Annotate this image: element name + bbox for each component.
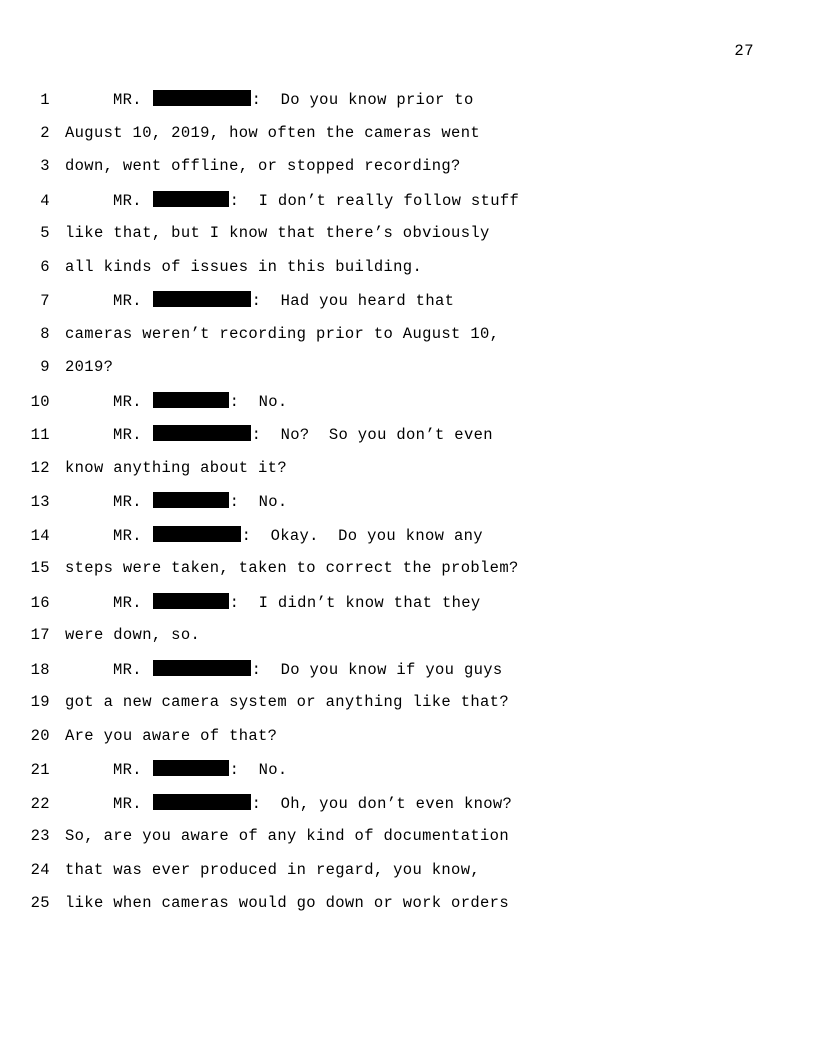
line-text <box>65 626 200 644</box>
text-run: : Okay. Do you know any <box>241 526 483 545</box>
line-text <box>65 727 277 745</box>
transcript-line <box>0 358 816 392</box>
text-run: that was ever produced in regard, you know, <box>65 860 481 879</box>
line-text <box>65 526 483 545</box>
redaction-bar <box>153 291 251 307</box>
redaction-bar <box>153 660 251 676</box>
line-text <box>65 459 287 477</box>
transcript-line <box>0 425 816 459</box>
text-run: MR. <box>113 593 152 612</box>
line-text <box>65 894 509 912</box>
text-run: MR. <box>113 526 152 545</box>
text-run: steps were taken, taken to correct the problem? <box>65 559 519 577</box>
text-run: MR. <box>113 794 152 813</box>
line-number: 12 <box>30 458 50 477</box>
line-number: 7 <box>40 292 50 310</box>
line-text <box>65 760 288 779</box>
line-text <box>65 693 509 711</box>
line-text <box>65 124 480 142</box>
transcript-line <box>0 727 816 761</box>
transcript-line <box>0 894 816 928</box>
transcript-line <box>0 559 816 593</box>
line-text <box>65 291 454 310</box>
line-number: 17 <box>30 626 50 644</box>
transcript-line <box>0 191 816 225</box>
text-run: down, went offline, or stopped recording? <box>65 157 461 175</box>
transcript-line <box>0 593 816 627</box>
transcript-line <box>0 124 816 158</box>
transcript-line <box>0 157 816 191</box>
line-text <box>65 191 519 210</box>
text-run: : No. <box>229 493 288 511</box>
text-run: like when cameras would go down or work orders <box>65 894 509 912</box>
line-number: 6 <box>40 257 50 276</box>
line-text <box>65 593 481 612</box>
line-text <box>65 861 480 879</box>
line-text <box>65 358 113 376</box>
text-run: : Oh, you don’t even know? <box>251 794 513 813</box>
transcript-line <box>0 258 816 292</box>
text-run: got a new camera system or anything like that? <box>65 693 509 711</box>
text-run: like that, but I know that there’s obviously <box>65 224 490 242</box>
line-number: 5 <box>40 224 50 242</box>
transcript-line <box>0 291 816 325</box>
line-text <box>65 392 288 411</box>
transcript-line <box>0 827 816 861</box>
transcript-line <box>0 693 816 727</box>
line-number: 13 <box>30 493 50 511</box>
line-number: 10 <box>30 392 50 411</box>
line-number: 15 <box>30 559 50 577</box>
text-run: 2019? <box>65 358 114 376</box>
line-number: 2 <box>40 123 50 142</box>
text-run: : No. <box>229 392 288 411</box>
line-number: 8 <box>40 324 50 343</box>
line-text <box>65 559 519 577</box>
redaction-bar <box>153 593 229 609</box>
line-number: 19 <box>30 693 50 711</box>
text-run: : No? So you don’t even <box>251 426 493 444</box>
page-number: 27 <box>734 42 754 60</box>
line-text <box>65 325 499 343</box>
line-text <box>65 660 503 679</box>
text-run: MR. <box>113 426 152 444</box>
redaction-bar <box>153 760 229 776</box>
text-run: : Do you know if you guys <box>251 660 503 679</box>
text-run: were down, so. <box>65 626 201 644</box>
text-run: : Had you heard that <box>251 292 455 310</box>
text-run: Are you aware of that? <box>65 726 278 745</box>
line-number: 4 <box>40 191 50 210</box>
line-number: 14 <box>30 526 50 545</box>
line-number: 1 <box>40 91 50 109</box>
line-number: 25 <box>30 894 50 912</box>
text-run: August 10, 2019, how often the cameras went <box>65 123 481 142</box>
transcript-line <box>0 325 816 359</box>
text-run: MR. <box>113 660 152 679</box>
line-number: 9 <box>40 358 50 376</box>
transcript-line <box>0 526 816 560</box>
transcript-line <box>0 861 816 895</box>
line-number: 22 <box>30 794 50 813</box>
line-text <box>65 157 461 175</box>
line-number: 24 <box>30 860 50 879</box>
text-run: MR. <box>113 292 152 310</box>
transcript-line <box>0 90 816 124</box>
line-number: 18 <box>30 660 50 679</box>
text-run: cameras weren’t recording prior to August 10, <box>65 324 500 343</box>
text-run: all kinds of issues in this building. <box>65 257 423 276</box>
text-run: MR. <box>113 493 152 511</box>
text-run: So, are you aware of any kind of documentation <box>65 827 509 845</box>
redaction-bar <box>153 794 251 810</box>
text-run: : Do you know prior to <box>251 91 474 109</box>
line-text <box>65 224 490 242</box>
transcript-line <box>0 392 816 426</box>
transcript-line <box>0 492 816 526</box>
redaction-bar <box>153 392 229 408</box>
text-run: MR. <box>113 392 152 411</box>
transcript-line <box>0 794 816 828</box>
transcript-line <box>0 224 816 258</box>
text-run: : I don’t really follow stuff <box>229 191 520 210</box>
text-run: MR. <box>113 91 152 109</box>
text-run: MR. <box>113 191 152 210</box>
line-text <box>65 425 493 444</box>
transcript-line <box>0 660 816 694</box>
line-number: 3 <box>40 157 50 175</box>
redaction-bar <box>153 425 251 441</box>
line-text <box>65 90 474 109</box>
text-run: MR. <box>113 761 152 779</box>
line-number: 20 <box>30 726 50 745</box>
redaction-bar <box>153 191 229 207</box>
line-text <box>65 492 288 511</box>
redaction-bar <box>153 526 241 542</box>
transcript-line <box>0 459 816 493</box>
text-run: know anything about it? <box>65 458 287 477</box>
text-run: : I didn’t know that they <box>229 593 481 612</box>
line-text <box>65 827 509 845</box>
transcript-line <box>0 626 816 660</box>
line-text <box>65 258 422 276</box>
transcript-body <box>0 90 816 928</box>
text-run: : No. <box>229 761 288 779</box>
line-text <box>65 794 512 813</box>
line-number: 11 <box>30 426 50 444</box>
line-number: 21 <box>30 761 50 779</box>
redaction-bar <box>153 90 251 106</box>
line-number: 23 <box>30 827 50 845</box>
redaction-bar <box>153 492 229 508</box>
transcript-line <box>0 760 816 794</box>
line-number: 16 <box>30 593 50 612</box>
